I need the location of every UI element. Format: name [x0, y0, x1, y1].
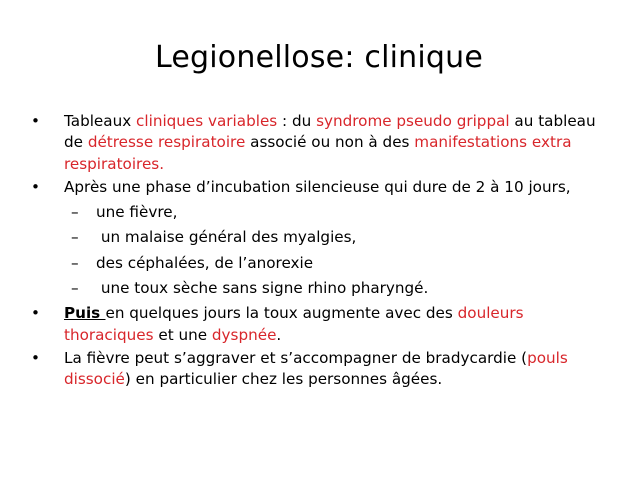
bullet-icon: •: [31, 348, 40, 367]
text-segment: au tableau de: [64, 112, 596, 152]
bullet-icon: •: [31, 304, 40, 323]
highlight-segment: détresse respiratoire: [87, 133, 246, 152]
highlight-segment: dyspnée: [211, 325, 277, 344]
highlight-segment: cliniques variables: [136, 112, 278, 130]
slide-body: [31, 111, 601, 391]
text-segment: Tableaux: [64, 112, 137, 130]
text-segment: et une: [153, 325, 212, 344]
sub-item-text: une toux sèche sans signe rhino pharyngé.: [96, 279, 429, 298]
text-segment: : du: [277, 112, 317, 130]
dash-icon: –: [71, 279, 79, 298]
bullet-item-incubation: [31, 177, 601, 198]
highlight-segment: douleurs thoraciques: [64, 304, 524, 344]
sub-item-text: une fièvre,: [96, 203, 178, 222]
sub-item-cough: [31, 278, 601, 299]
sub-item-headache: [31, 253, 601, 274]
text-segment: associé ou non à des: [245, 133, 415, 152]
dash-icon: –: [71, 253, 79, 272]
bullet-icon: •: [31, 177, 40, 196]
bullet-item-progression: [31, 303, 601, 346]
text-segment: Après une phase d’incubation silencieuse qui dure de 2 à 10 jours,: [64, 177, 571, 196]
dash-icon: –: [71, 228, 79, 247]
highlight-segment: manifestations extra respiratoires.: [64, 133, 572, 173]
bullet-icon: •: [31, 112, 40, 130]
text-segment: ) en particulier chez les personnes âgées.: [124, 370, 443, 389]
sub-item-malaise: [31, 227, 601, 248]
bullet-item-fever-worsening: [31, 348, 601, 391]
sub-item-text: un malaise général des myalgies,: [96, 228, 357, 247]
bullet-item-clinical-pictures: [31, 111, 601, 175]
underlined-segment: Puis: [64, 304, 106, 323]
sub-item-text: des céphalées, de l’anorexie: [96, 253, 314, 272]
highlight-segment: pouls dissocié: [64, 348, 568, 389]
sub-item-fever: [31, 202, 601, 223]
slide-title: Legionellose: clinique: [154, 40, 484, 75]
text-segment: .: [276, 325, 282, 344]
highlight-segment: syndrome pseudo grippal: [316, 112, 510, 130]
dash-icon: –: [71, 203, 79, 222]
text-segment: en quelques jours la toux augmente avec des: [105, 304, 458, 323]
text-segment: La fièvre peut s’aggraver et s’accompagner de bradycardie (: [64, 348, 528, 367]
